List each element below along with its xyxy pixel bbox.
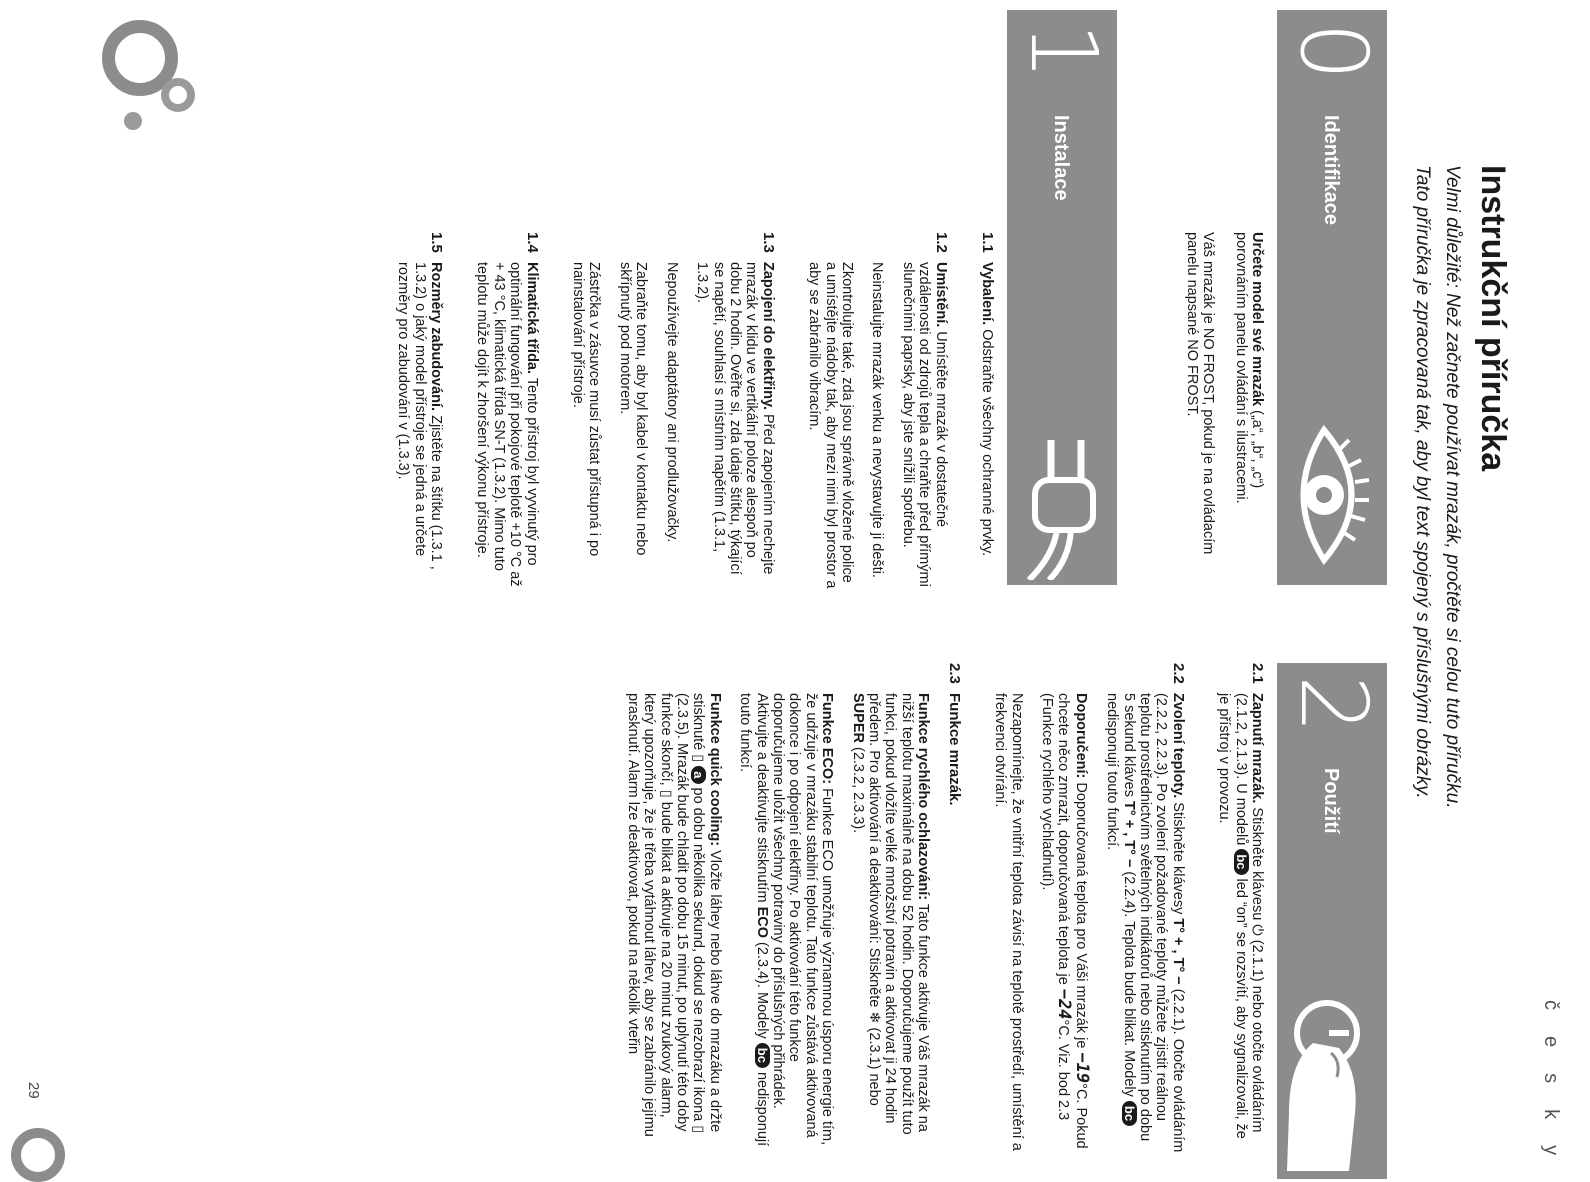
temperature-display: −19: [1071, 1052, 1092, 1084]
page-title: Instrukční příručka: [1474, 165, 1512, 472]
model-badge-a: a: [691, 766, 706, 783]
banner-identifikace: [1277, 10, 1387, 585]
banner-title: Identifikace: [1320, 115, 1342, 226]
subtitle-layout: Tato příručka je zpracovaná tak, aby byl text spojený s příslušnými obrázky.: [1412, 165, 1433, 799]
banner-pouziti: [1277, 663, 1387, 1179]
model-badge: bc: [1122, 1101, 1137, 1126]
banner-number: 2: [1280, 675, 1387, 734]
eye-icon: [1283, 420, 1379, 570]
section-1-3: 1.3 Zapojení do elektřiny. Před zapojením nechejte mrazák v klidu ve vertikální poloze alespoň po dobu 2 hodin. Ověřte si, zda údaje štítku, týkající se napětí, souhlasí s místním napětím (1.3.1, 1.3.2). Nepoužívejte adaptátory ani prodlužovačky. Zabraňte tomu, aby byl kabel v kontaktu nebo skřípnutý pod motorem. Zástrčka v zásuvce musí zůstat přístupná i po nainstalování přístroje.: [570, 232, 777, 575]
bottle-icon: ▯: [690, 754, 707, 763]
section-2-3: 2.3 Funkce mrazák. Funkce rychlého ochlazování: Tato funkce aktivuje Váš mrazák na nižší teplotu maximálně na dobu 52 hodin. Doporučujeme použít tuto funkci, pokud vložíte velké množství potravin a aktivovat ji 24 hodin předem. Pro aktivování a deaktivování: Stiskněte ❄ (2.3.1) nebo SUPER (2.3.2, 2.3.3). Funkce ECO: Funkce ECO umožňuje významnou úsporu energie tím, že udržuje v mrazáku stabilní teplotu. Tato funkce zůstává aktivovaná dokonce i po odpojení elektřiny. Po aktivování této funkce doporučujeme uložit všechny potraviny do příslušných přihrádek. Aktivujte a deaktivujte stisknutím ECO (2.3.4). Modely bc nedisponují touto funkcí. Funkce quick cooling: Vložte láhey nebo láhve do mrazáku a držte stisknuté ▯ a po dobu několika sekund, dokud se nezobrazí ikona ▯ (2.3.5). Mrazák bude chladit po dobu 15 minut, po uplynutí této doby funkce skončí, ▯ bude blikat a aktivuje na 20 minut zvukový alarm, který upozorňuje, že je třeba vytáhnout láhev, aby se zabránilo jejímu prasknutí. Alarm lze deaktivovat, pokud na několik vteřin: [610, 663, 961, 1153]
identification-section: [1167, 232, 1265, 562]
identification-paragraph: Určete model své mrazák („a“, „b“, „c“) porovnáním panelu ovládání s ilustracemi.: [1232, 232, 1265, 504]
usage-section: [594, 663, 1265, 1153]
section-1-2: 1.2 Umístění. Umístěte mrazák v dostatečné vzdálenosti od zdrojů tepla a chraňte před přímými slunečními paprsky, aby jste snížili spotřebu. Neinstalujte mrazák venku a nevystavujte ji dešti. Zkontrolujte také, zda jsou správně vložené police a umístějte nádoby tak, aby mezi nimi byl prostor a aby se zabránilo vibracím.: [806, 232, 950, 589]
model-badge: bc: [1234, 849, 1249, 874]
model-badge: bc: [755, 1043, 770, 1068]
banner-instalace: [1007, 10, 1117, 585]
banner-number: 1: [1010, 22, 1117, 81]
section-2-2: 2.2 Zvolení teploty. Stiskněte klávesy T° + , T° − (2.2.1). Otočte ovládáním (2.2.2, 2.2.3). Po zvolení požadované teploty můžete zjistit reálnou teplotu prostřednictvím světelných indikátorů nebo stisknutím po dobu 5 sekund kláves T° + , T° − (2.2.4). Teplota bude blikat. Modely bc nedisponují touto funkcí. Doporučení: Doporučovaná teplota pro Váši mrazák je −19°C. Pokud chcete něco zmrazit, doporučovaná teplota je −24°C. Viz. bod 2.3 (Funkce rychlého vychladnutí). Nezapomínejte, že vnitřní teplota závisí na teplotě prostředí, umístění a frekvenci otvírání.: [992, 663, 1187, 1153]
section-1-5: 1.5 Rozměry zabudování. Zjistěte na štítku (1.3.1 , 1.3.2) o jaký model přístroje se jedná a určete rozměry pro zabudování v (1.3.3).: [395, 232, 446, 570]
logo-dot-icon: [124, 112, 142, 130]
logo-circle-small-icon: [161, 78, 195, 112]
bottle-icon: ▯: [690, 1125, 707, 1134]
temperature-display: −24: [1054, 988, 1075, 1020]
section-2-3-title: Funkce mrazák.: [945, 693, 963, 806]
plug-icon: [1013, 420, 1109, 580]
power-icon: ⏻: [1249, 924, 1265, 936]
section-1-4: 1.4 Klimatická třída. Tento přístroj byl vyvinutý pro optimální fungování při pokojové teplotě +10 °C až + 43 °C, klimatická třída SN-T (1.3.2). Mimo tuto teplotu může dojít k zhoršení výkonu přístroje.: [474, 232, 541, 587]
section-1-1: 1.1 Vybalení. Odstraňte všechny ochranné prvky.: [979, 232, 996, 557]
snowflake-icon: ❄: [866, 1011, 883, 1024]
installation-section: [365, 232, 995, 592]
section-2-1: 2.1 Zapnutí mrazák. Stiskněte klávesu ⏻ (2.1.1) nebo otočte ovládáním (2.1.2, 2.1.3). U modelů bc led “on” se rozsvítí, aby sygnalizovali, že je přístroj v provozu.: [1216, 663, 1266, 1139]
page-number: 29: [25, 1082, 42, 1099]
banner-number: 0: [1280, 22, 1387, 81]
no-frost-paragraph: Váš mrazák je NO FROST, pokud je na ovládacím panelu napsané NO FROST.: [1183, 232, 1217, 555]
footer-circle-icon: [11, 1128, 65, 1182]
language-label: česky: [1540, 1000, 1562, 1182]
banner-title: Instalace: [1050, 115, 1072, 201]
banner-title: Použití: [1320, 768, 1342, 834]
bottle-icon: ▯: [657, 789, 674, 798]
finger-press-icon: [1283, 993, 1379, 1173]
subtitle-important: Velmi důležité: Než začnete používat mrazák, pročtěte si celou tuto příručku.: [1442, 165, 1463, 809]
